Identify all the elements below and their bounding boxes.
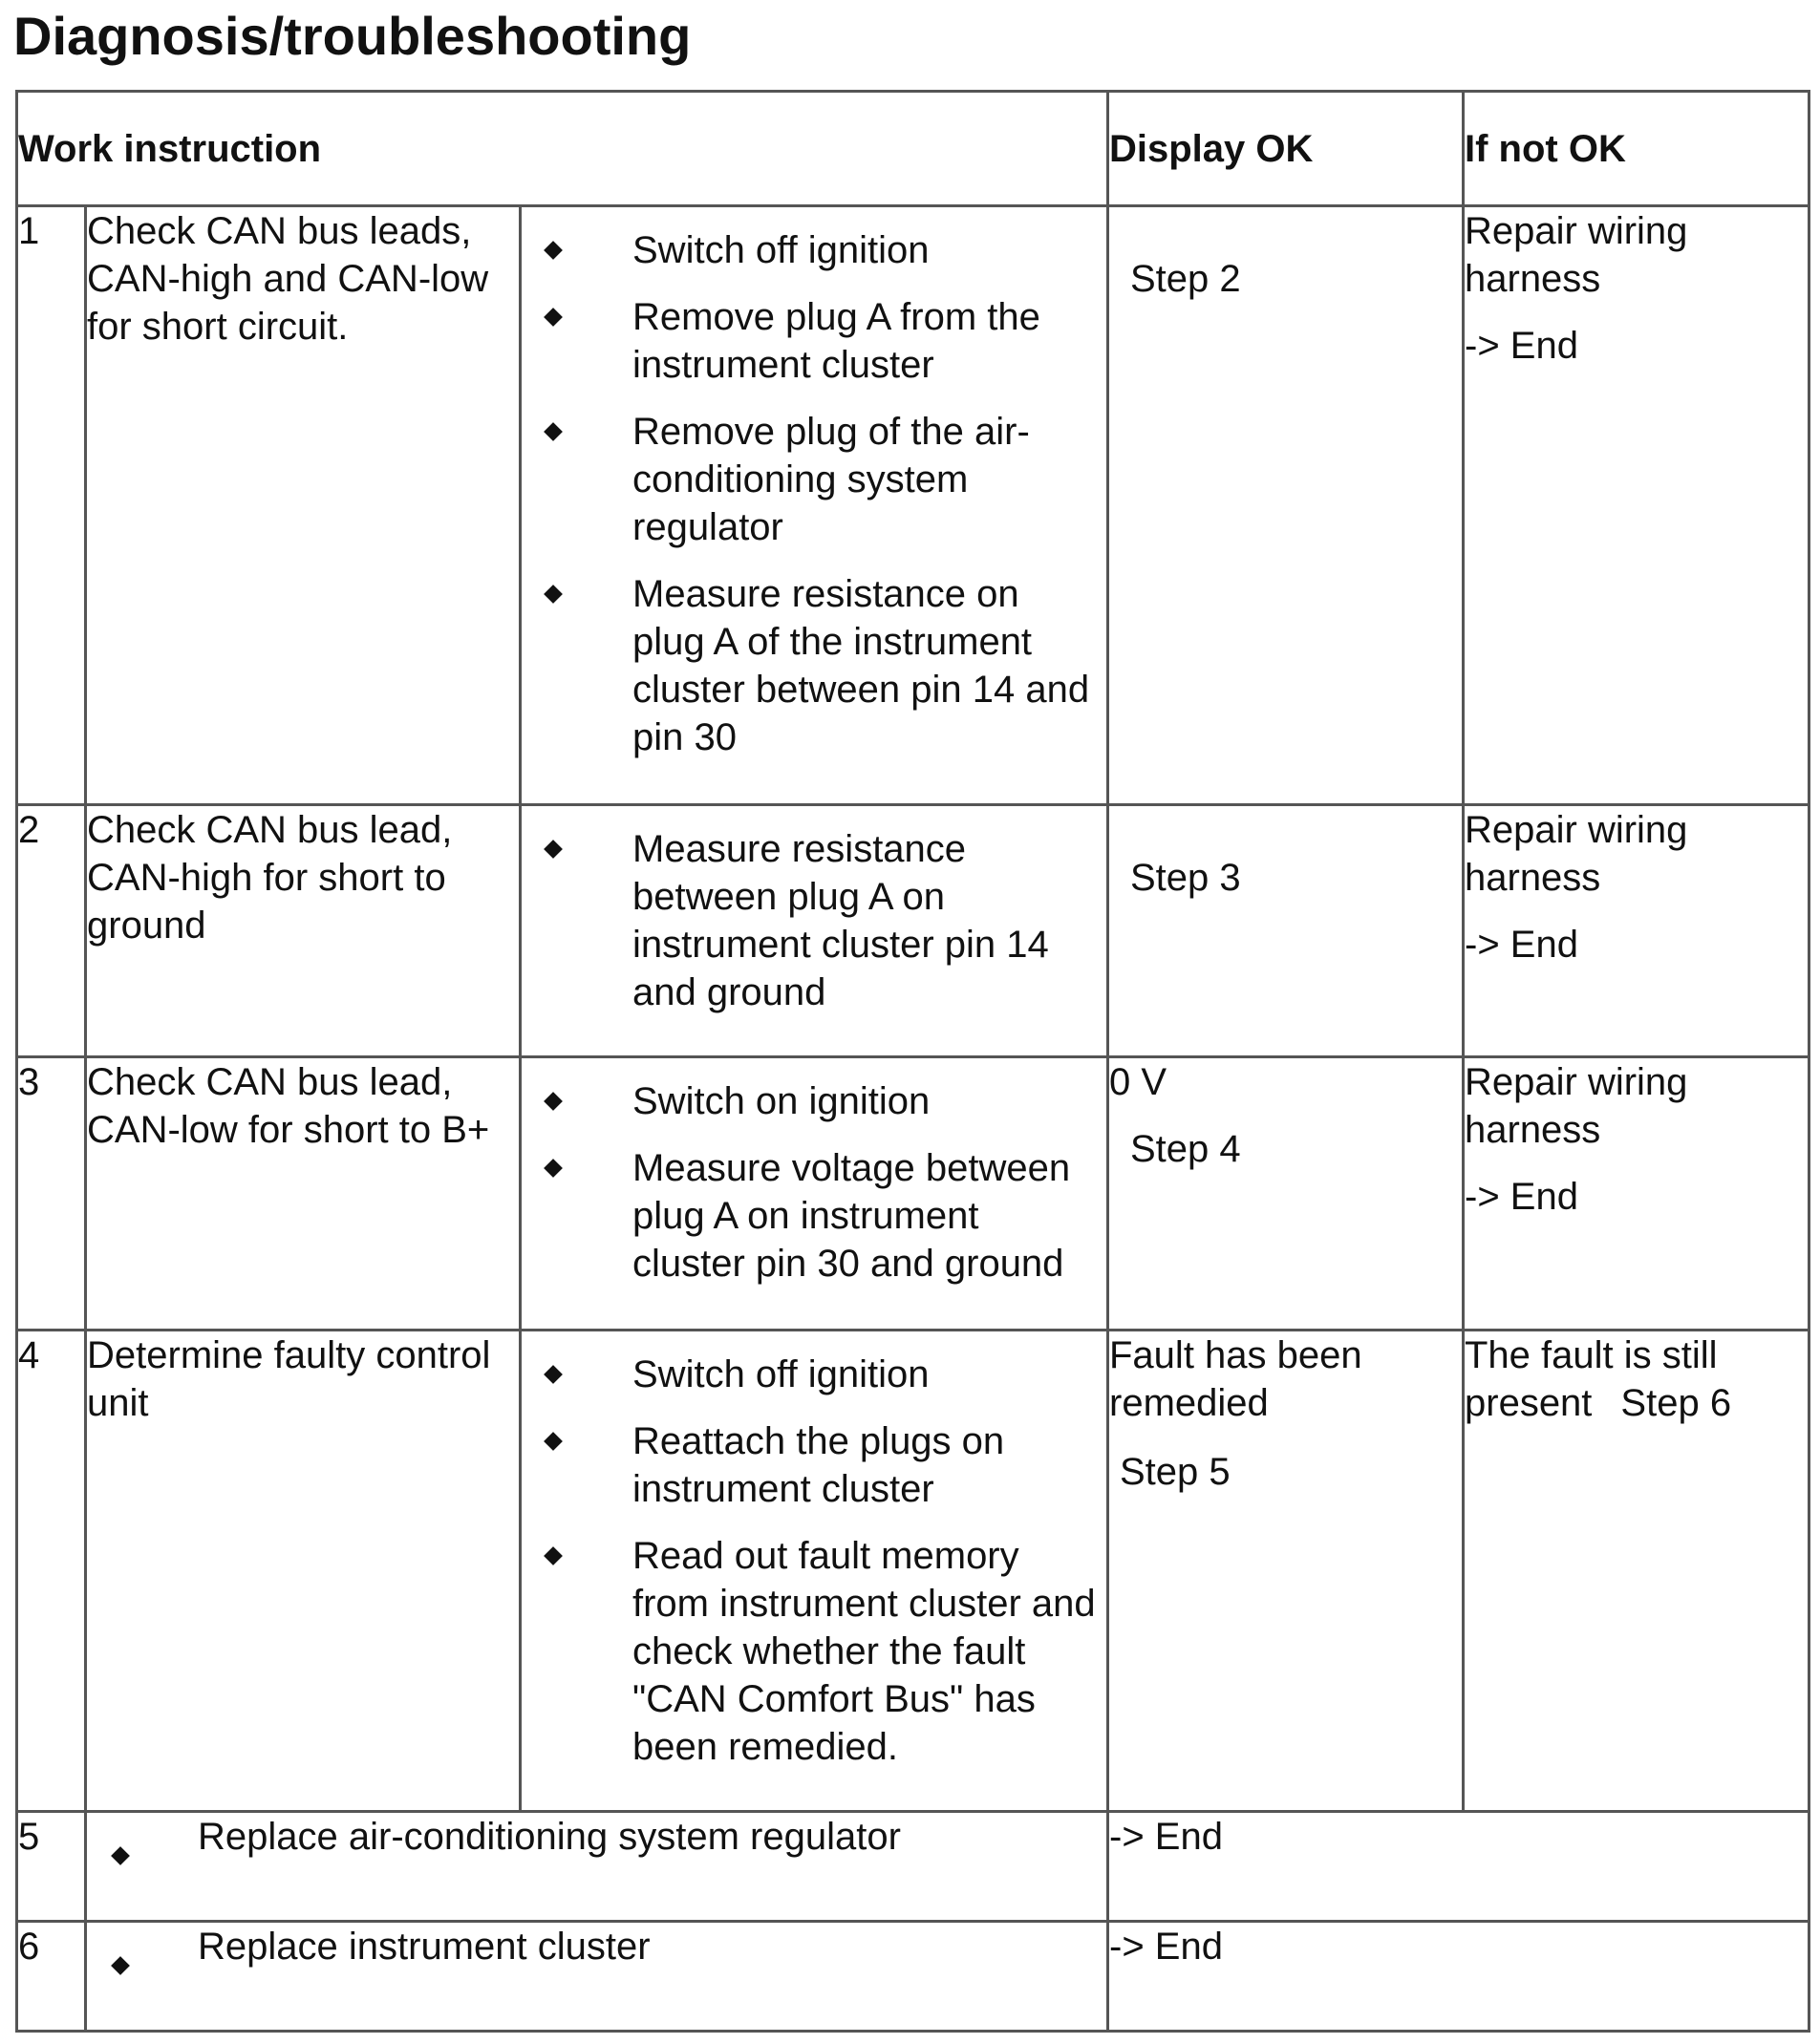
ok-description: Fault has been remedied	[1109, 1334, 1362, 1424]
if-not-ok-cell	[1464, 805, 1809, 1057]
table-row	[17, 1331, 1809, 1812]
next-step: Step 2	[1130, 258, 1241, 300]
list-item: Measure voltage between plug A on instrument cluster pin 30 and ground	[522, 1144, 1099, 1288]
table-row	[17, 1922, 1809, 2032]
step-number: 1	[17, 206, 86, 805]
table-header-row	[17, 92, 1809, 206]
next-step: Step 3	[1130, 857, 1241, 899]
next-step: Step 5	[1120, 1451, 1231, 1493]
bullet-diamond-icon	[544, 840, 563, 859]
check-description: Determine faulty control unit	[86, 1331, 521, 1812]
end-marker: -> End	[1465, 924, 1578, 966]
step-number: 5	[17, 1812, 86, 1922]
bullet-diamond-icon	[544, 241, 563, 260]
end-marker: -> End	[1465, 325, 1578, 367]
remedy-text: Repair wiring harness	[1465, 210, 1688, 300]
header-display-ok: Display OK	[1108, 92, 1464, 206]
header-if-not-ok: If not OK	[1464, 92, 1809, 206]
if-not-ok-cell	[1464, 1057, 1809, 1331]
bullet-diamond-icon	[544, 1092, 563, 1111]
action-list	[522, 1331, 1106, 1798]
bullet-diamond-icon	[544, 422, 563, 441]
bullet-diamond-icon	[544, 1546, 563, 1565]
action-list-cell	[521, 805, 1108, 1057]
bullet-diamond-icon	[544, 1432, 563, 1451]
remedy-text: Repair wiring harness	[1465, 1061, 1688, 1151]
check-description: Check CAN bus lead, CAN-high for short to ground	[86, 805, 521, 1057]
list-item: Measure resistance between plug A on instrument cluster pin 14 and ground	[522, 825, 1099, 1016]
table-row	[17, 1057, 1809, 1331]
list-item: Reattach the plugs on instrument cluster	[522, 1417, 1099, 1513]
list-item: Switch off ignition	[522, 226, 1099, 274]
check-description: Check CAN bus leads, CAN-high and CAN-low for short circuit.	[86, 206, 521, 805]
end-marker: -> End	[1465, 1176, 1578, 1218]
result-cell: -> End	[1108, 1812, 1809, 1922]
list-item: Read out fault memory from instrument cluster and check whether the fault "CAN Comfort Bus" has been remedied.	[522, 1532, 1099, 1771]
table-row	[17, 1812, 1809, 1922]
list-item: Remove plug A from the instrument cluster	[522, 293, 1099, 389]
action-list	[522, 207, 1106, 788]
result-cell: -> End	[1108, 1922, 1809, 2032]
bullet-diamond-icon	[544, 1159, 563, 1178]
action-list-cell	[521, 1331, 1108, 1812]
bullet-diamond-icon	[544, 1365, 563, 1384]
check-description: Check CAN bus lead, CAN-low for short to B+	[86, 1057, 521, 1331]
troubleshooting-table	[15, 90, 1810, 2033]
step-number: 3	[17, 1057, 86, 1331]
table-row	[17, 805, 1809, 1057]
action-list	[522, 1058, 1106, 1314]
table-row	[17, 206, 1809, 805]
bullet-diamond-icon	[111, 1956, 130, 1975]
action-list-cell	[521, 1057, 1108, 1331]
display-ok-cell	[1108, 1331, 1464, 1812]
action-list-cell	[521, 206, 1108, 805]
step-number: 2	[17, 805, 86, 1057]
list-item: Remove plug of the air-conditioning system regulator	[522, 408, 1099, 551]
next-step: Step 4	[1130, 1128, 1241, 1170]
list-item: Measure resistance on plug A of the instrument cluster between pin 14 and pin 30	[522, 570, 1099, 761]
expected-value: 0 V	[1109, 1061, 1167, 1103]
action-cell: Replace air-conditioning system regulator	[86, 1812, 1108, 1922]
list-item: Switch off ignition	[522, 1351, 1099, 1398]
display-ok-cell	[1108, 1057, 1464, 1331]
page-title: Diagnosis/troubleshooting	[13, 6, 692, 66]
action-cell: Replace instrument cluster	[86, 1922, 1108, 2032]
if-not-ok-cell	[1464, 206, 1809, 805]
step-number: 4	[17, 1331, 86, 1812]
next-step: Step 6	[1620, 1382, 1732, 1424]
remedy-text: Repair wiring harness	[1465, 809, 1688, 899]
list-item: Switch on ignition	[522, 1077, 1099, 1125]
bullet-diamond-icon	[111, 1846, 130, 1865]
if-not-ok-cell	[1464, 1331, 1809, 1812]
display-ok-cell	[1108, 206, 1464, 805]
step-number: 6	[17, 1922, 86, 2032]
header-work-instruction: Work instruction	[17, 92, 1108, 206]
display-ok-cell	[1108, 805, 1464, 1057]
bullet-diamond-icon	[544, 585, 563, 604]
bullet-diamond-icon	[544, 308, 563, 327]
action-list	[522, 806, 1106, 1043]
remedy-text: The fault is still present	[1465, 1334, 1718, 1424]
